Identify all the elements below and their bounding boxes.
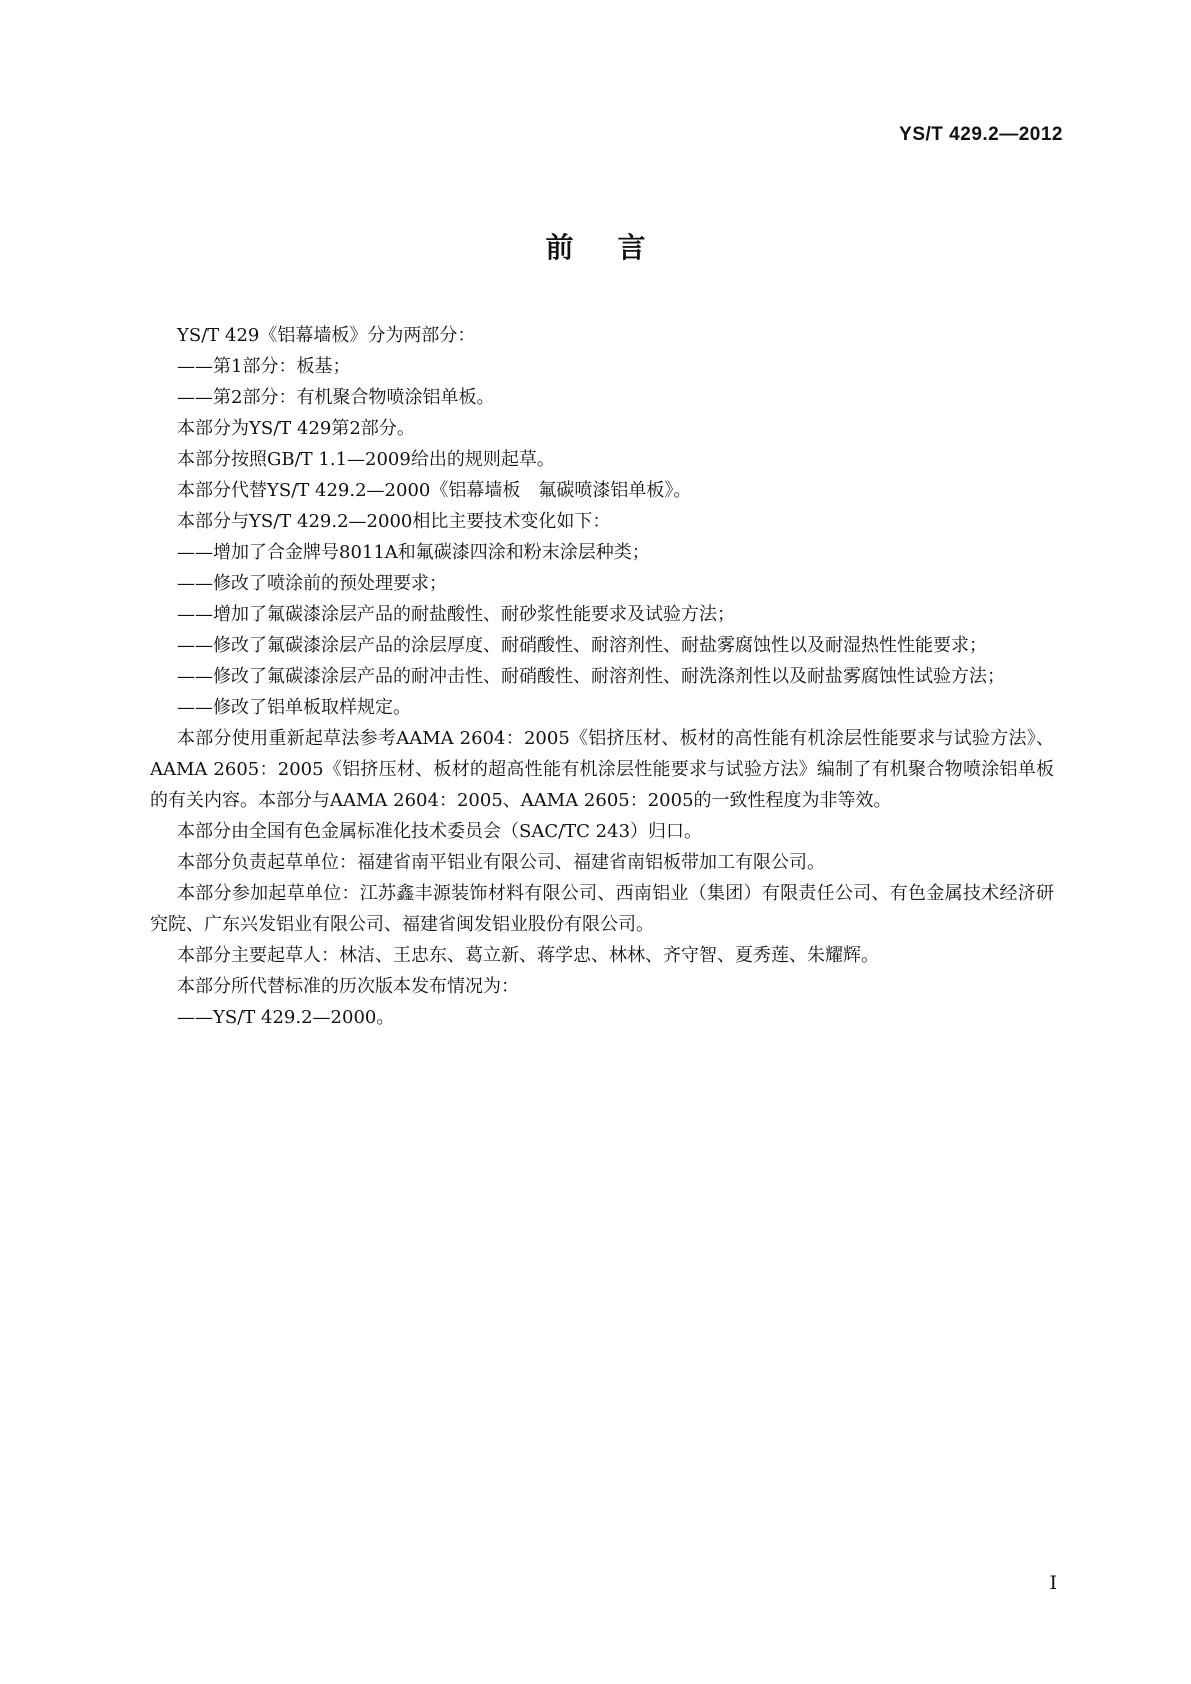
change-item: ——修改了铝单板取样规定。 — [177, 697, 411, 718]
intro-paragraph: YS/T 429《铝幕墙板》分为两部分： — [177, 325, 476, 346]
paragraph-scope: 本部分为YS/T 429第2部分。 — [177, 418, 415, 439]
paragraph-lead-drafters: 本部分负责起草单位：福建省南平铝业有限公司、福建省南铝板带加工有限公司。 — [177, 852, 825, 873]
paragraph-version-history: 本部分所代替标准的历次版本发布情况为： — [177, 976, 519, 997]
standard-code: YS/T 429.2—2012 — [899, 124, 1063, 145]
change-item: ——增加了合金牌号8011A和氟碳漆四涂和粉末涂层种类； — [177, 542, 650, 563]
paragraph-participating-drafters: 本部分参加起草单位：江苏鑫丰源装饰材料有限公司、西南铝业（集团）有限责任公司、有色金属技术经济研究院、广东兴发铝业有限公司、福建省闽发铝业股份有限公司。 — [150, 883, 1054, 935]
paragraph-replaces: 本部分代替YS/T 429.2—2000《铝幕墙板 氟碳喷漆铝单板》。 — [177, 480, 692, 501]
paragraph-reference-standards: 本部分使用重新起草法参考AAMA 2604：2005《铝挤压材、板材的高性能有机涂层性能要求与试验方法》、AAMA 2605：2005《铝挤压材、板材的超高性能有机涂层性能要求与试验方法》编制了有机聚合物喷涂铝单板的有关内容。本部分与AAMA 2604：2005、AAMA 2605：2005的一致性程度为非等效。 — [150, 728, 1054, 811]
paragraph-main-drafters: 本部分主要起草人：林洁、王忠东、葛立新、蒋学忠、林林、齐守智、夏秀莲、朱耀辉。 — [177, 945, 879, 966]
paragraph-changes-intro: 本部分与YS/T 429.2—2000相比主要技术变化如下： — [177, 511, 611, 532]
paragraph-drafting-rules: 本部分按照GB/T 1.1—2009给出的规则起草。 — [177, 449, 555, 470]
list-item-part1: ——第1部分：板基； — [177, 356, 351, 377]
version-history-item: ——YS/T 429.2—2000。 — [177, 1007, 395, 1028]
paragraph-committee: 本部分由全国有色金属标准化技术委员会（SAC/TC 243）归口。 — [177, 821, 703, 842]
change-item: ——修改了氟碳漆涂层产品的涂层厚度、耐硝酸性、耐溶剂性、耐盐雾腐蚀性以及耐湿热性性能要求； — [177, 635, 987, 656]
change-item: ——增加了氟碳漆涂层产品的耐盐酸性、耐砂浆性能要求及试验方法； — [177, 604, 735, 625]
list-item-part2: ——第2部分：有机聚合物喷涂铝单板。 — [177, 387, 495, 408]
change-item: ——修改了氟碳漆涂层产品的耐冲击性、耐硝酸性、耐溶剂性、耐洗涤剂性以及耐盐雾腐蚀性试验方法； — [177, 666, 1005, 687]
document-body — [150, 320, 1054, 1033]
change-item: ——修改了喷涂前的预处理要求； — [177, 573, 447, 594]
page-title: 前言 — [545, 231, 690, 264]
page-number: I — [1049, 1572, 1057, 1594]
